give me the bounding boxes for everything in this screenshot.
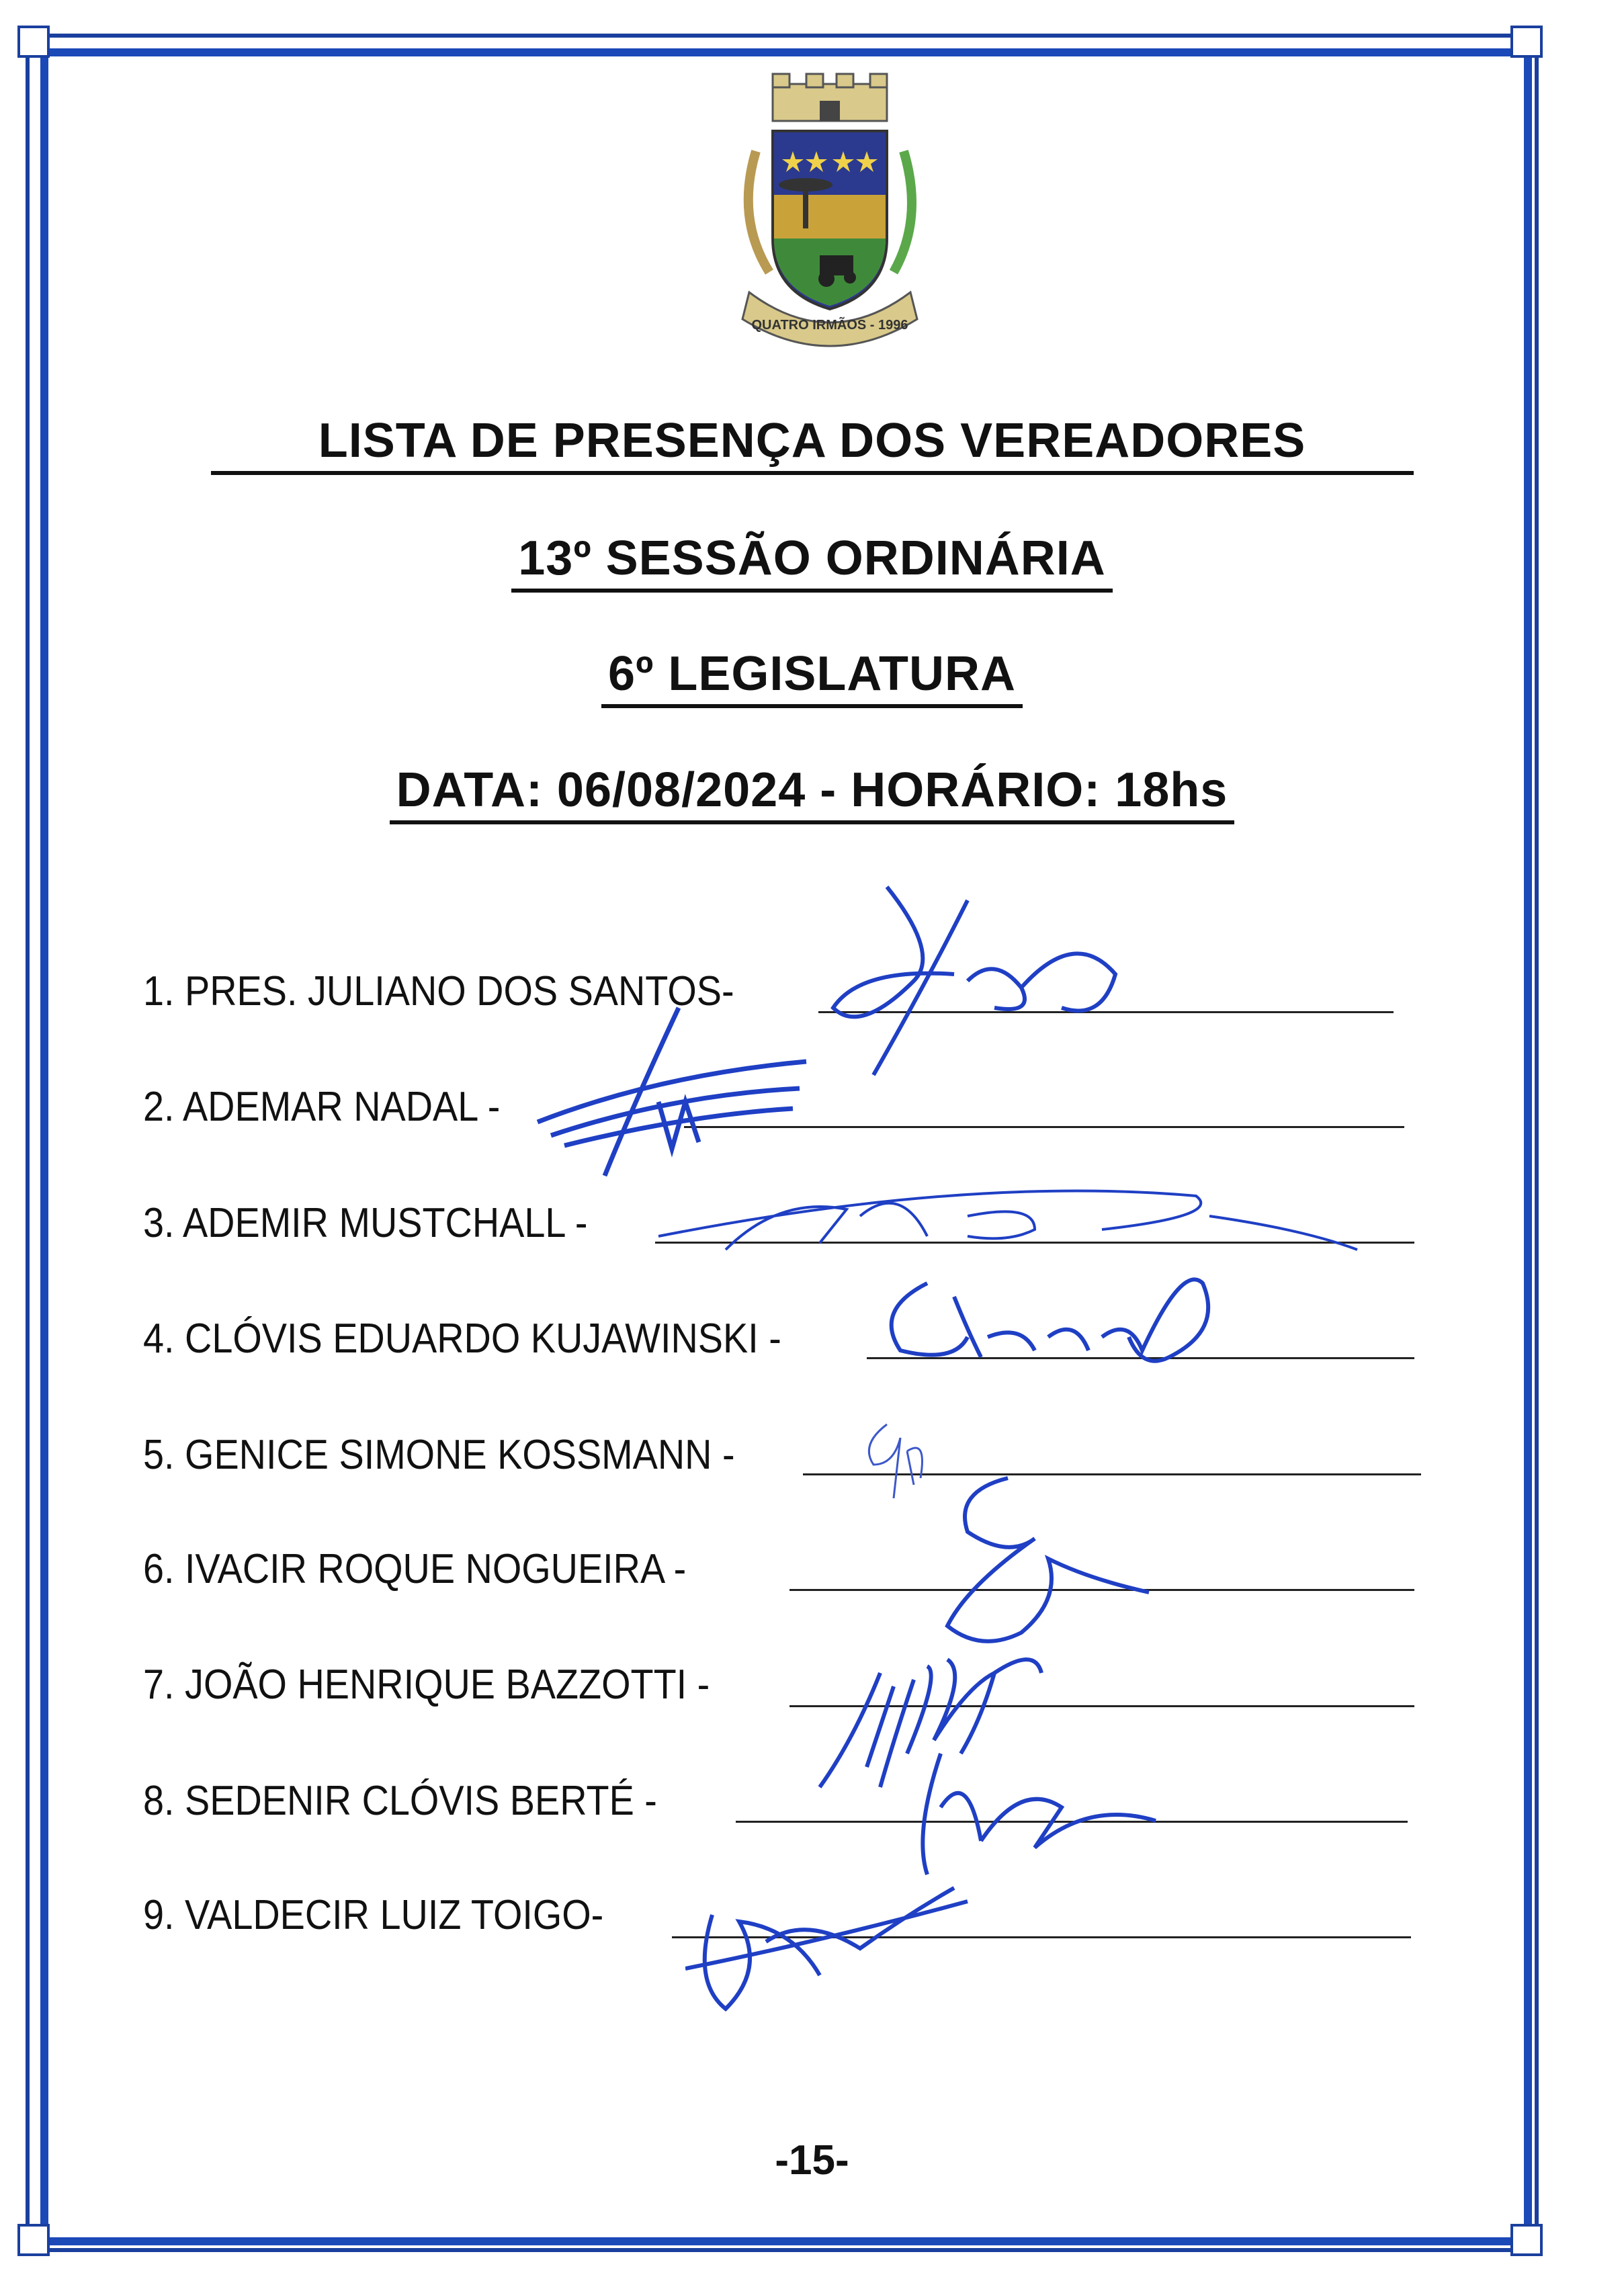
- attendee-label: 8. SEDENIR CLÓVIS BERTÉ -: [143, 1778, 657, 1824]
- signature-mark: [873, 1256, 1223, 1377]
- signature-mark: [941, 1465, 1156, 1653]
- session-heading: 13º SESSÃO ORDINÁRIA: [0, 531, 1624, 593]
- attendee-label: 7. JOÃO HENRIQUE BAZZOTTI -: [143, 1662, 710, 1708]
- attendee-label: 9. VALDECIR LUIZ TOIGO-: [143, 1892, 604, 1938]
- signature-mark: [632, 1156, 1371, 1263]
- attendee-label: 6. IVACIR ROQUE NOGUEIRA -: [143, 1546, 687, 1592]
- border-corner: [1510, 26, 1543, 58]
- municipal-crest-logo: [709, 71, 951, 359]
- attendee-label: 1. PRES. JULIANO DOS SANTOS-: [143, 968, 734, 1015]
- attendee-label: 4. CLÓVIS EDUARDO KUJAWINSKI -: [143, 1316, 781, 1362]
- signature-mark: [685, 1740, 1196, 2022]
- attendee-label: 3. ADEMIR MUSTCHALL -: [143, 1200, 588, 1246]
- page-number: -15-: [775, 2137, 849, 2184]
- border-corner: [17, 26, 50, 58]
- attendee-label: 2. ADEMAR NADAL -: [143, 1084, 501, 1130]
- document-title: LISTA DE PRESENÇA DOS VEREADORES: [0, 413, 1624, 475]
- border-corner: [1510, 2224, 1543, 2256]
- border-corner: [17, 2224, 50, 2256]
- signature-mark: [820, 873, 1156, 1088]
- signature-mark: [853, 1411, 934, 1505]
- legislature-heading: 6º LEGISLATURA: [0, 646, 1624, 708]
- date-time-heading: DATA: 06/08/2024 - HORÁRIO: 18hs: [0, 763, 1624, 824]
- attendee-label: 5. GENICE SIMONE KOSSMANN -: [143, 1432, 735, 1478]
- svg-text:QUATRO IRMÃOS - 1996: QUATRO IRMÃOS - 1996: [751, 318, 908, 333]
